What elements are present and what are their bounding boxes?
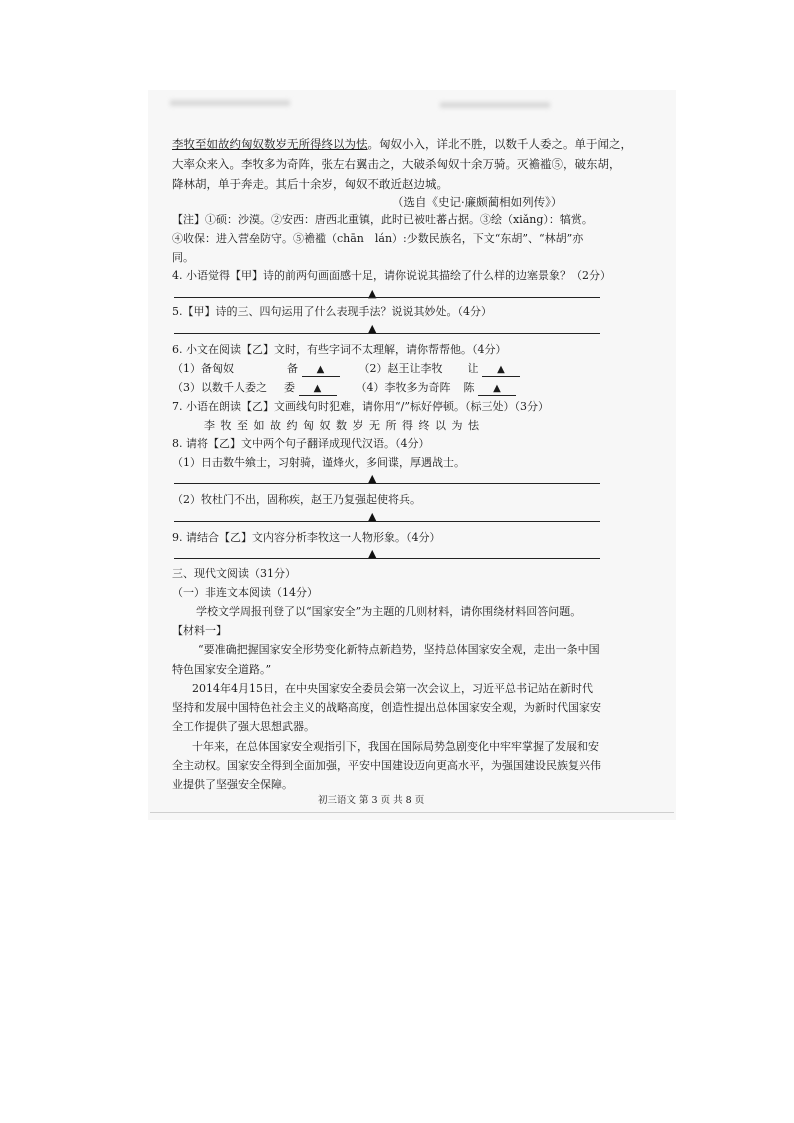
page-bottom-rule xyxy=(150,812,674,813)
answer-line-q8-1[interactable] xyxy=(174,483,600,484)
passage-line-1: 李牧至如故约匈奴数岁无所得终以为怯。匈奴小入，详北不胜，以数千人委之。单于闻之， xyxy=(172,137,632,151)
answer-marker: ▲ xyxy=(368,510,377,523)
q8-sentence-2: （2）牧杜门不出，固称疾，赵王乃复强起使将兵。 xyxy=(172,493,421,506)
passage-line-3: 降林胡，单于奔走。其后十余岁，匈奴不敢近赵边城。 xyxy=(172,177,448,191)
q6-item-3: （3）以数千人委之 xyxy=(172,381,267,394)
notes-line-2: ④收保：进入营垒防守。⑤襜褴（chān lán）:少数民族名，下文“东胡”、“林胡”亦 xyxy=(172,232,584,245)
q6-item-4-word: 陈 xyxy=(463,381,475,394)
answer-marker: ▲ xyxy=(368,322,377,335)
section-heading: 三、现代文阅读（31分） xyxy=(172,567,296,580)
question-6: 6. 小文在阅读【乙】文时，有些字词不太理解，请你帮帮他。（4分） xyxy=(172,343,507,356)
q6-blank-1[interactable]: ▲ xyxy=(302,364,340,377)
q6-blank-4[interactable]: ▲ xyxy=(478,383,516,396)
answer-line-q9[interactable] xyxy=(174,558,600,559)
question-9: 9. 请结合【乙】文内容分析李牧这一人物形象。（4分） xyxy=(172,531,441,544)
question-8: 8. 请将【乙】文中两个句子翻译成现代汉语。（4分） xyxy=(172,437,430,450)
answer-marker: ▲ xyxy=(368,287,377,300)
q6-item-4: （4）李牧多为奇阵 xyxy=(355,381,451,394)
q7-sentence[interactable]: 李 牧 至 如 故 约 匈 奴 数 岁 无 所 得 终 以 为 怯 xyxy=(204,419,480,432)
underlined-sentence: 李牧至如故约匈奴数岁无所得终以为怯 xyxy=(172,137,368,151)
question-5: 5.【甲】诗的三、四句运用了什么表现手法？说说其妙处。（4分） xyxy=(172,305,492,318)
q6-item-1-word: 备 xyxy=(287,362,298,375)
answer-line-q8-2[interactable] xyxy=(174,521,600,522)
answer-marker: ▲ xyxy=(368,472,377,485)
material1-para2-line1: 2014年4月15日，在中央国家安全委员会第一次会议上，习近平总书记站在新时代 xyxy=(192,682,593,695)
material1-para3-line3: 业提供了坚强安全保障。 xyxy=(172,778,293,791)
page-footer: 初三语文 第 3 页 共 8 页 xyxy=(318,795,425,806)
passage-line-2: 大率众来入。李牧多为奇阵，张左右翼击之，大破杀匈奴十余万骑。灭襜褴⑤，破东胡， xyxy=(172,157,621,171)
scan-smudge xyxy=(440,102,550,108)
material1-para2-line2: 坚持和发展中国特色社会主义的战略高度，创造性提出总体国家安全观，为新时代国家安 xyxy=(172,701,601,714)
passage-source: （选自《史记·廉颇蔺相如列传》） xyxy=(392,195,563,209)
section-intro: 学校文学周报刊登了以“国家安全”为主题的几则材料，请你围绕材料回答问题。 xyxy=(196,605,582,618)
material1-para3-line1: 十年来，在总体国家安全观指引下，我国在国际局势急剧变化中牢牢掌握了发展和安 xyxy=(192,740,599,753)
q6-item-1: （1）备匈奴 xyxy=(172,362,234,375)
material1-para2-line3: 全工作提供了强大思想武器。 xyxy=(172,720,315,733)
answer-line-q4[interactable] xyxy=(174,297,600,298)
answer-marker: ▲ xyxy=(368,547,377,560)
answer-line-q5[interactable] xyxy=(174,333,600,334)
q8-sentence-1: （1）日击数牛飨士，习射骑，谨烽火，多间谍，厚遇战士。 xyxy=(172,456,465,469)
question-7: 7. 小语在朗读【乙】文画线句时犯难，请你用“/”标好停顿。（标三处）（3分） xyxy=(172,400,549,413)
q6-blank-2[interactable]: ▲ xyxy=(482,364,520,377)
notes-line-3: 同。 xyxy=(172,251,194,264)
question-4: 4. 小语觉得【甲】诗的前两句画面感十足，请你说说其描绘了什么样的边塞景象？（2分） xyxy=(172,269,611,282)
material1-para1-line2: 特色国家安全道路。” xyxy=(172,663,272,676)
scan-smudge xyxy=(170,100,290,106)
q6-item-2: （2）赵王让李牧 xyxy=(358,362,443,375)
subsection-heading: （一）非连文本阅读（14分） xyxy=(172,586,318,599)
q6-item-2-word: 让 xyxy=(467,362,479,375)
q6-row-1 xyxy=(172,361,520,377)
notes-line-1: 【注】①硕：沙漠。②安西：唐西北重镇，此时已被吐蕃占据。③绘（xiǎng）：犒赏。 xyxy=(172,213,593,226)
q6-row-2 xyxy=(172,380,516,396)
q6-blank-3[interactable]: ▲ xyxy=(299,383,337,396)
q6-item-3-word: 委 xyxy=(284,381,295,394)
material1-para3-line2: 全主动权。国家安全得到全面加强，平安中国建设迈向更高水平，为强国建设民族复兴伟 xyxy=(172,759,601,772)
material-label: 【材料一】 xyxy=(172,624,227,637)
material1-para1-line1: “要准确把握国家安全形势变化新特点新趋势，坚持总体国家安全观，走出一条中国 xyxy=(198,643,600,656)
